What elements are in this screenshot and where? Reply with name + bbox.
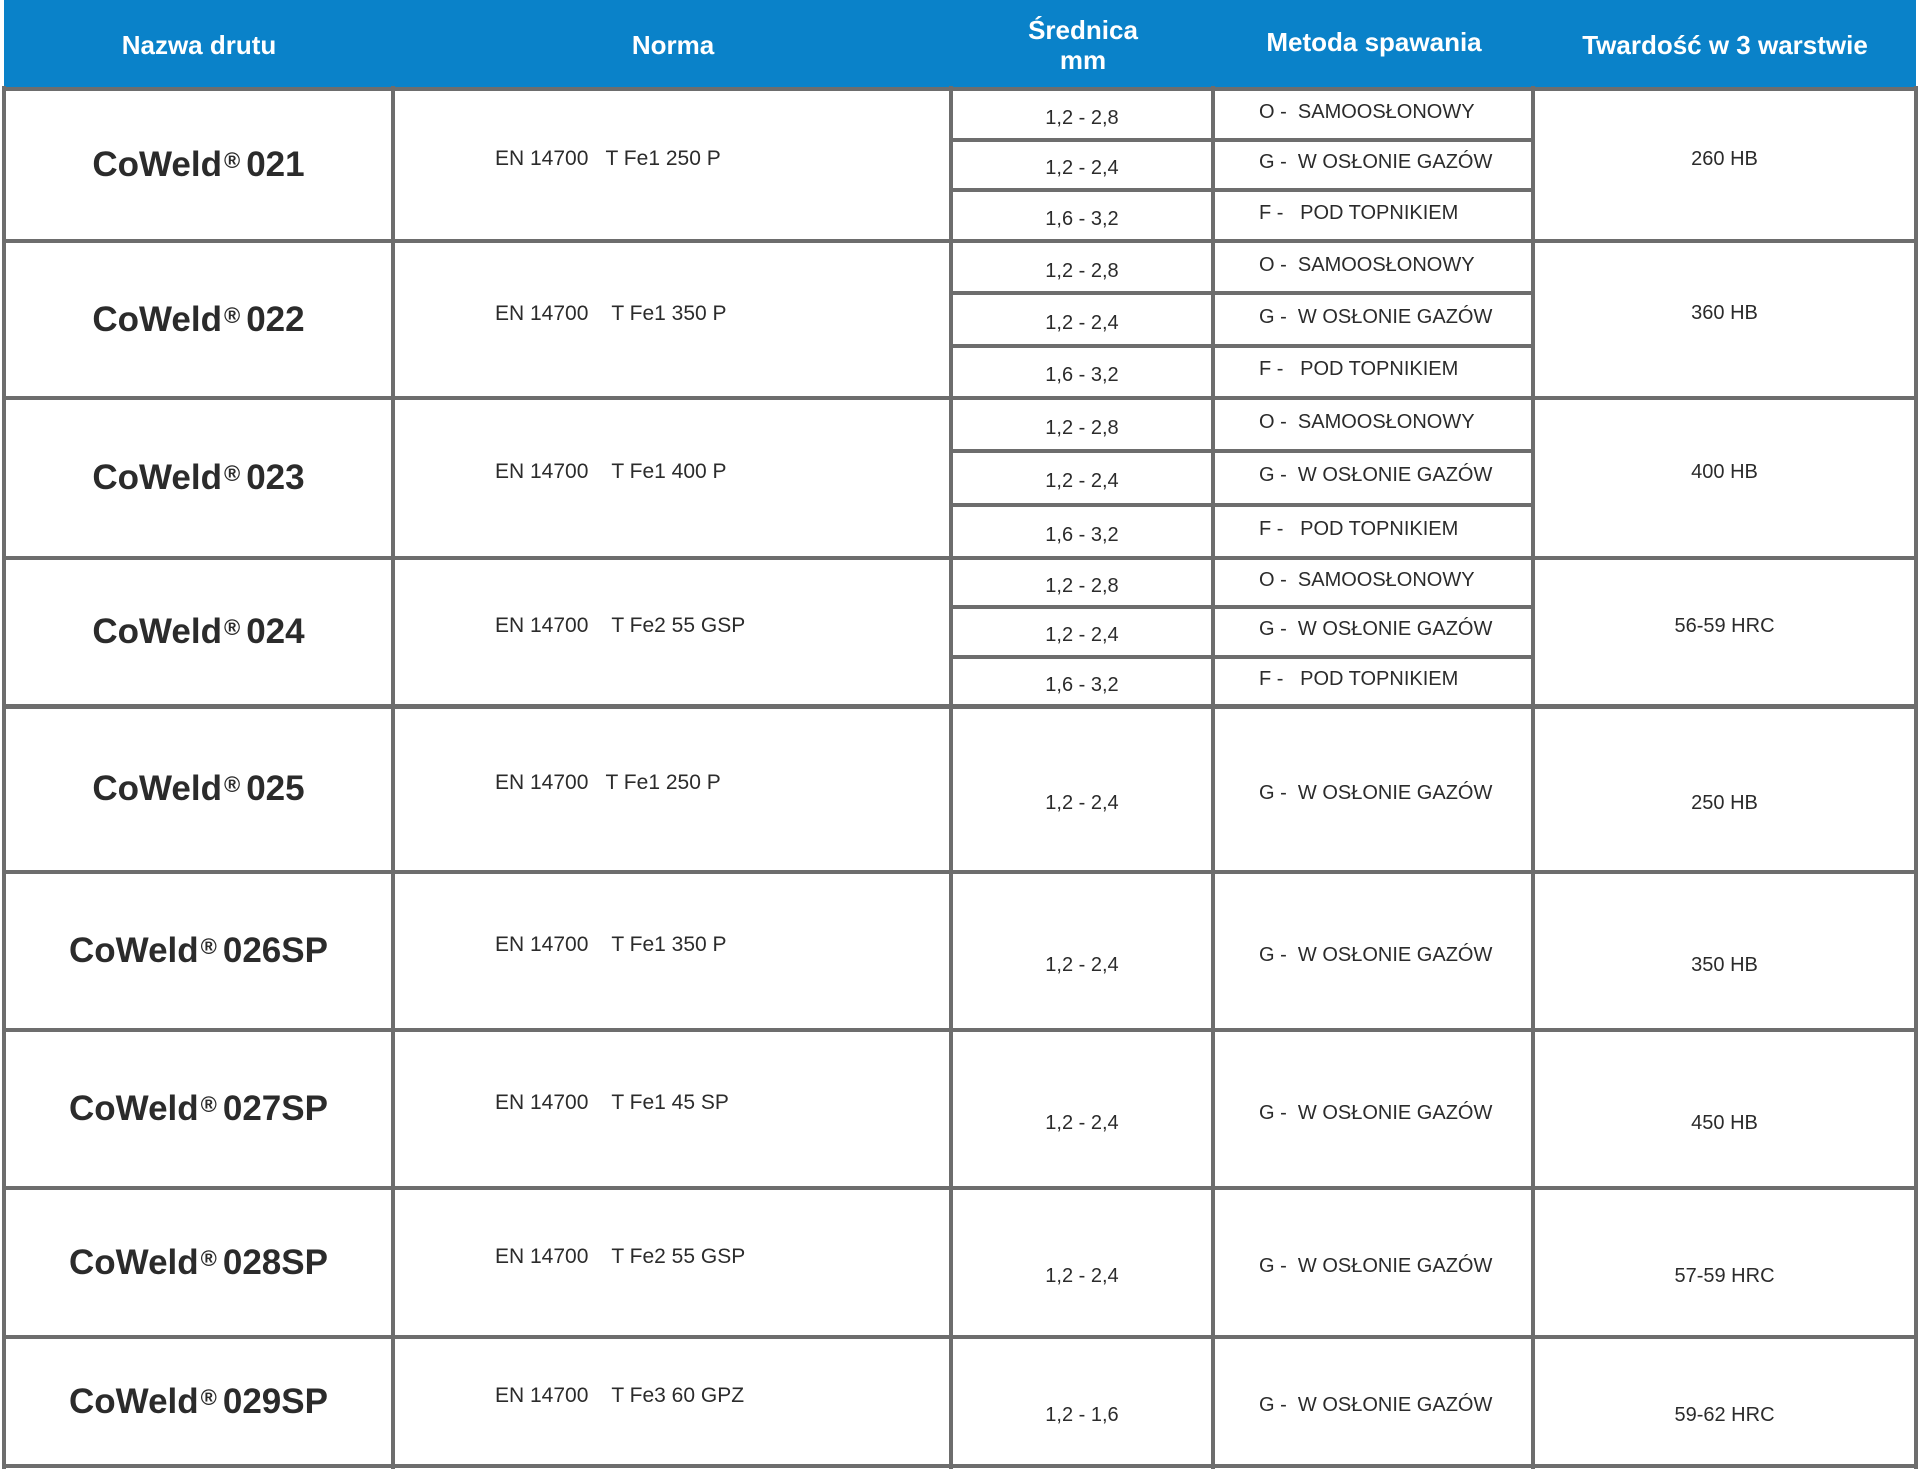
diameter-value: 1,2 - 2,8 (1045, 575, 1119, 598)
norm-value: EN 14700 T Fe2 55 GSP (495, 614, 746, 637)
wire-name (4, 89, 393, 241)
hardness-value: 360 HB (1691, 302, 1758, 324)
welding-method: G - W OSŁONIE GAZÓW (1259, 1394, 1493, 1416)
hardness-value: 350 HB (1691, 953, 1758, 976)
registered-mark: ® (224, 615, 241, 640)
welding-method: G - W OSŁONIE GAZÓW (1259, 618, 1493, 641)
table-header (4, 0, 1916, 89)
wire-brand: CoWeld (92, 145, 222, 184)
diameter-value: 1,2 - 2,8 (1045, 259, 1119, 282)
hardness-value: 450 HB (1691, 1111, 1758, 1134)
norm-value: EN 14700 T Fe1 250 P (495, 147, 721, 170)
welding-method: F - POD TOPNIKIEM (1259, 667, 1459, 690)
diameter-value: 1,6 - 3,2 (1045, 208, 1119, 231)
wire-brand: CoWeld (69, 1242, 199, 1282)
header-diameter (952, 0, 1214, 89)
diameter-value: 1,2 - 2,4 (1045, 311, 1119, 334)
header-method: Metoda spawania (1266, 26, 1482, 57)
header-name: Nazwa drutu (121, 29, 277, 60)
registered-mark: ® (200, 1245, 217, 1271)
wire-brand: CoWeld (69, 931, 199, 970)
welding-method: O - SAMOOSŁONOWY (1259, 411, 1475, 434)
wire-code: 026SP (222, 931, 328, 970)
header-norm: Norma (631, 29, 715, 60)
wire-brand: CoWeld (92, 299, 222, 339)
norm-value: EN 14700 T Fe1 45 SP (495, 1091, 729, 1114)
wire-code: 023 (246, 458, 305, 497)
welding-method: O - SAMOOSŁONOWY (1259, 100, 1475, 123)
wire-name (4, 241, 393, 398)
welding-method: O - SAMOOSŁONOWY (1259, 253, 1475, 276)
wire-brand: CoWeld (69, 1089, 199, 1128)
hardness-value: 400 HB (1691, 460, 1758, 483)
diameter-value: 1,6 - 3,2 (1045, 523, 1119, 546)
header-diameter-line2: mm (1059, 44, 1107, 75)
diameter-value: 1,6 - 3,2 (1045, 364, 1119, 387)
welding-method: F - POD TOPNIKIEM (1259, 517, 1459, 540)
welding-method: G - W OSŁONIE GAZÓW (1259, 1255, 1493, 1277)
hardness-value: 57-59 HRC (1674, 1265, 1775, 1287)
registered-mark: ® (224, 302, 241, 328)
norm-value: EN 14700 T Fe3 60 GPZ (495, 1383, 745, 1407)
norm-value: EN 14700 T Fe1 400 P (495, 460, 727, 483)
wire-code: 027SP (222, 1089, 328, 1128)
wire-brand: CoWeld (69, 1381, 199, 1421)
welding-method: O - SAMOOSŁONOWY (1259, 569, 1475, 592)
wire-name (4, 706, 393, 872)
diameter-value: 1,2 - 1,6 (1045, 1404, 1119, 1426)
wire-code: 028SP (222, 1242, 328, 1282)
wire-code: 025 (246, 769, 305, 808)
registered-mark: ® (200, 934, 217, 959)
welding-method: F - POD TOPNIKIEM (1259, 202, 1459, 225)
diameter-value: 1,2 - 2,4 (1045, 791, 1119, 814)
header-hardness: Twardość w 3 warstwie (1582, 29, 1868, 60)
header-diameter-line1: Średnica (1028, 14, 1138, 45)
diameter-value: 1,2 - 2,8 (1045, 417, 1119, 440)
welding-method: G - W OSŁONIE GAZÓW (1259, 151, 1493, 174)
registered-mark: ® (224, 148, 241, 173)
diameter-value: 1,2 - 2,4 (1045, 1111, 1119, 1134)
wire-brand: CoWeld (92, 612, 222, 651)
registered-mark: ® (224, 772, 241, 797)
diameter-value: 1,2 - 2,4 (1045, 1265, 1119, 1287)
wire-code: 024 (246, 612, 305, 651)
diameter-value: 1,2 - 2,4 (1045, 157, 1119, 180)
registered-mark: ® (200, 1384, 217, 1410)
norm-value: EN 14700 T Fe1 350 P (495, 301, 727, 325)
welding-method: G - W OSŁONIE GAZÓW (1259, 943, 1493, 966)
diameter-value: 1,2 - 2,4 (1045, 953, 1119, 976)
diameter-value: 1,2 - 2,4 (1045, 624, 1119, 647)
wire-brand: CoWeld (92, 769, 222, 808)
wire-name (4, 1030, 393, 1188)
hardness-value: 56-59 HRC (1674, 614, 1775, 637)
welding-method: G - W OSŁONIE GAZÓW (1259, 305, 1493, 328)
wire-name (4, 872, 393, 1030)
wire-code: 022 (246, 299, 305, 339)
diameter-value: 1,6 - 3,2 (1045, 673, 1119, 696)
wire-name (4, 1188, 393, 1337)
welding-method: G - W OSŁONIE GAZÓW (1259, 1101, 1493, 1124)
diameter-value: 1,2 - 2,4 (1045, 470, 1119, 493)
wire-brand: CoWeld (92, 458, 222, 497)
registered-mark: ® (224, 461, 241, 486)
wire-code: 021 (246, 145, 305, 184)
diameter-value: 1,2 - 2,8 (1045, 106, 1119, 129)
hardness-value: 250 HB (1691, 791, 1758, 814)
welding-method: G - W OSŁONIE GAZÓW (1259, 464, 1493, 487)
registered-mark: ® (200, 1092, 217, 1117)
welding-method: F - POD TOPNIKIEM (1259, 358, 1459, 381)
wire-code: 029SP (222, 1381, 328, 1421)
hardness-value: 260 HB (1691, 147, 1758, 170)
norm-value: EN 14700 T Fe1 250 P (495, 771, 721, 794)
wire-name (4, 398, 393, 558)
hardness-value: 59-62 HRC (1674, 1404, 1775, 1426)
wire-name (4, 1337, 393, 1466)
norm-value: EN 14700 T Fe1 350 P (495, 933, 727, 956)
welding-method: G - W OSŁONIE GAZÓW (1259, 781, 1493, 804)
norm-value: EN 14700 T Fe2 55 GSP (495, 1244, 746, 1268)
wire-name (4, 558, 393, 706)
